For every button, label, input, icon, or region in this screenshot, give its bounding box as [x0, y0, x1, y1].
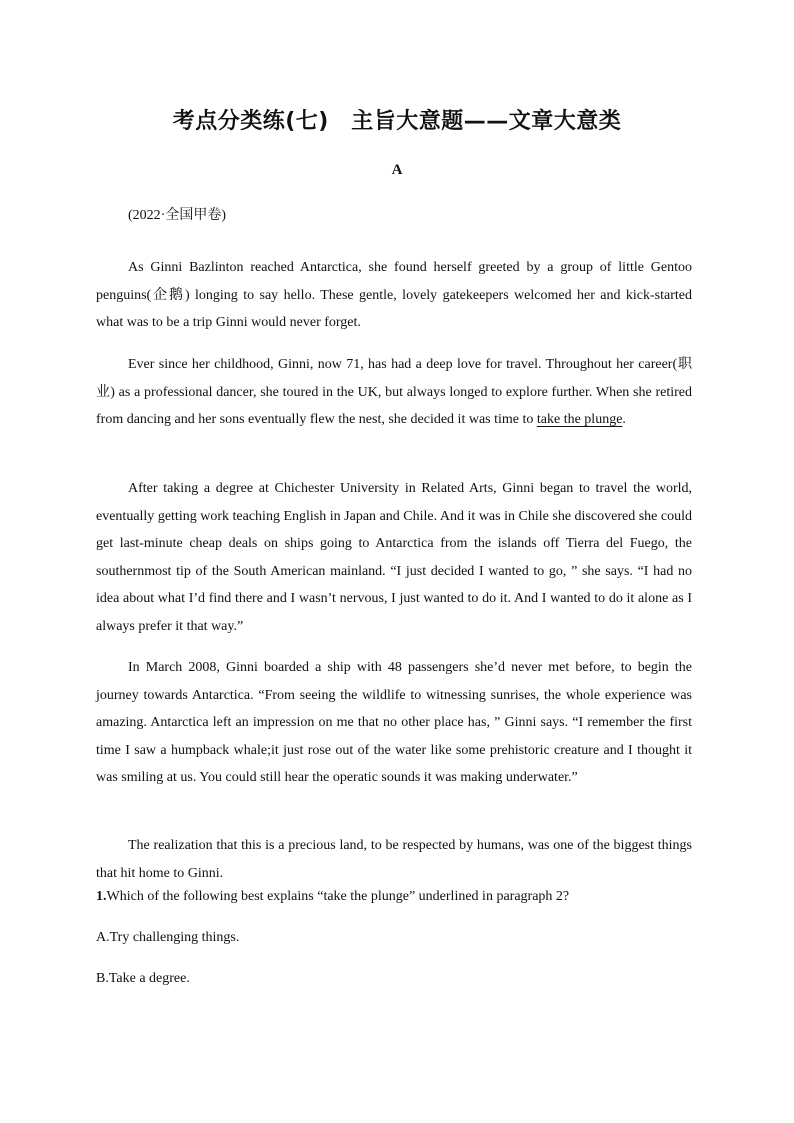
option-b: B.Take a degree.	[96, 971, 190, 986]
question-1	[96, 889, 569, 905]
option-a: A.Try challenging things.	[96, 930, 240, 945]
source-note: (2022·全国甲卷)	[128, 208, 226, 223]
paragraph-5: The realization that this is a precious land, to be respected by humans, was one of the biggest things that hit home to Ginni.	[96, 838, 692, 881]
section-label: A	[391, 162, 403, 178]
question-number: 1.	[96, 889, 107, 904]
paragraph-1: As Ginni Bazlinton reached Antarctica, she found herself greeted by a group of little Gentoo penguins(企鹅) longing to say hello. These gentle, lovely gatekeepers welcomed her and kick-started what was to be a trip Ginni would never forget.	[96, 260, 692, 331]
paragraph-2-before: Ever since her childhood, Ginni, now 71, has had a deep love for travel. Throughout her career(职业) as a professional dancer, she toured in the UK, but always longed to explore further. When she retired from dancing and her sons eventually flew the nest, she decided it was time to	[96, 357, 692, 428]
question-text: Which of the following best explains “take the plunge” underlined in paragraph 2?	[106, 889, 570, 904]
paragraph-2-after: .	[622, 412, 626, 428]
paragraph-4: In March 2008, Ginni boarded a ship with 48 passengers she’d never met before, to begin the journey towards Antarctica. “From seeing the wildlife to witnessing sunrises, the whole experience was amazing. Antarctica left an impression on me that no other place has, ” Ginni says. “I remember the first time I saw a humpback whale;it just rose out of the water like some prehistoric creature and I thought it was smiling at us. You could still hear the operatic sounds it was making underwater.”	[96, 660, 692, 786]
page-title: 考点分类练(七) 主旨大意题——文章大意类	[172, 109, 622, 134]
paragraph-3: After taking a degree at Chichester University in Related Arts, Ginni began to travel the world, eventually getting work teaching English in Japan and Chile. And it was in Chile she discovered she could get last-minute cheap deals on ships going to Antarctica from the islands off Tierra del Fuego, the southernmost tip of the South American mainland. “I just decided I wanted to go, ” she says. “I had no idea about what I’d find there and I wasn’t nervous, I just wanted to do it. And I wanted to do it alone as I always prefer it that way.”	[96, 481, 692, 634]
paragraph-2	[96, 351, 692, 434]
underlined-phrase: take the plunge	[536, 412, 623, 428]
